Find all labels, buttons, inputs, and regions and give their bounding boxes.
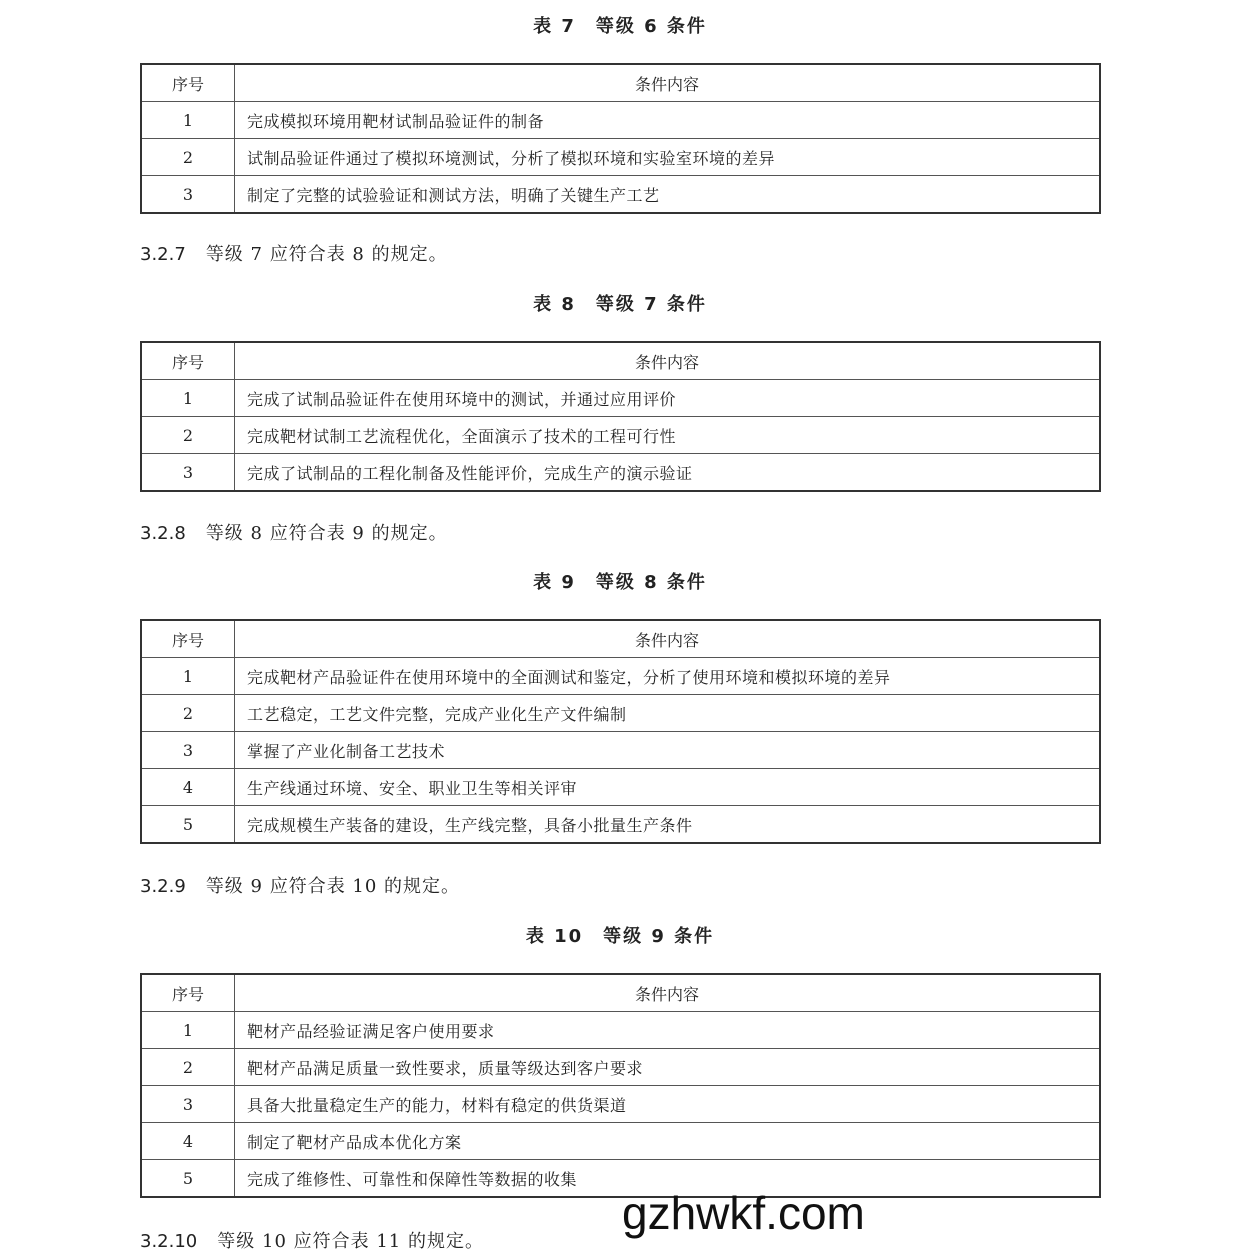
table-header-row [141,974,1100,1012]
row-content: 靶材产品满足质量一致性要求，质量等级达到客户要求 [235,1049,1101,1086]
clause-number: 3.2.8 [140,523,186,544]
header-seq: 序号 [141,64,235,102]
table-row [141,380,1100,417]
row-index: 5 [141,806,235,844]
row-index: 2 [141,139,235,176]
table-row [141,139,1100,176]
table-header-row [141,64,1100,102]
row-index: 1 [141,380,235,417]
clause-number: 3.2.7 [140,244,186,265]
table-row [141,176,1100,214]
clause-paragraph [140,240,448,266]
row-index: 5 [141,1160,235,1198]
row-index: 1 [141,658,235,695]
clause-paragraph [140,519,448,545]
clause-paragraph [140,872,460,898]
row-content: 完成靶材产品验证件在使用环境中的全面测试和鉴定，分析了使用环境和模拟环境的差异 [235,658,1101,695]
clause-number: 3.2.9 [140,876,186,897]
header-content: 条件内容 [235,64,1101,102]
row-content: 完成了试制品的工程化制备及性能评价，完成生产的演示验证 [235,454,1101,492]
clause-text: 等级 9 应符合表 10 的规定。 [205,876,461,897]
row-index: 3 [141,732,235,769]
row-index: 1 [141,1012,235,1049]
row-index: 2 [141,1049,235,1086]
conditions-table [140,619,1101,844]
row-index: 3 [141,176,235,214]
table-header-row [141,342,1100,380]
row-content: 完成规模生产装备的建设，生产线完整，具备小批量生产条件 [235,806,1101,844]
row-content: 完成模拟环境用靶材试制品验证件的制备 [235,102,1101,139]
conditions-table [140,341,1101,492]
row-index: 2 [141,695,235,732]
header-content: 条件内容 [235,974,1101,1012]
header-content: 条件内容 [235,620,1101,658]
row-content: 试制品验证件通过了模拟环境测试，分析了模拟环境和实验室环境的差异 [235,139,1101,176]
row-content: 生产线通过环境、安全、职业卫生等相关评审 [235,769,1101,806]
table-caption: 表 9 等级 8 条件 [533,572,707,593]
table-row [141,658,1100,695]
table-row [141,102,1100,139]
watermark: gzhwkf.com [622,1187,865,1239]
row-index: 3 [141,454,235,492]
clause-text: 等级 7 应符合表 8 的规定。 [205,244,448,265]
clause-text: 等级 8 应符合表 9 的规定。 [205,523,448,544]
table-caption: 表 8 等级 7 条件 [533,294,707,315]
row-content: 工艺稳定，工艺文件完整，完成产业化生产文件编制 [235,695,1101,732]
header-content: 条件内容 [235,342,1101,380]
conditions-table [140,63,1101,214]
row-content: 完成了试制品验证件在使用环境中的测试，并通过应用评价 [235,380,1101,417]
table-row [141,1160,1100,1198]
row-index: 1 [141,102,235,139]
table-row [141,1086,1100,1123]
row-index: 3 [141,1086,235,1123]
row-content: 靶材产品经验证满足客户使用要求 [235,1012,1101,1049]
row-content: 完成了维修性、可靠性和保障性等数据的收集 [235,1160,1101,1198]
header-seq: 序号 [141,974,235,1012]
table-row [141,417,1100,454]
row-content: 具备大批量稳定生产的能力，材料有稳定的供货渠道 [235,1086,1101,1123]
table-header-row [141,620,1100,658]
table-row [141,1012,1100,1049]
clause-paragraph [140,1227,484,1253]
clause-text: 等级 10 应符合表 11 的规定。 [217,1231,484,1252]
table-row [141,1049,1100,1086]
table-row [141,695,1100,732]
clause-number: 3.2.10 [140,1231,198,1252]
row-content: 掌握了产业化制备工艺技术 [235,732,1101,769]
row-index: 4 [141,769,235,806]
table-row [141,454,1100,492]
table-caption: 表 10 等级 9 条件 [525,926,715,947]
row-content: 制定了靶材产品成本优化方案 [235,1123,1101,1160]
header-seq: 序号 [141,620,235,658]
table-caption: 表 7 等级 6 条件 [533,16,707,37]
table-row [141,1123,1100,1160]
header-seq: 序号 [141,342,235,380]
row-index: 4 [141,1123,235,1160]
conditions-table [140,973,1101,1198]
row-content: 制定了完整的试验验证和测试方法，明确了关键生产工艺 [235,176,1101,214]
table-row [141,732,1100,769]
row-content: 完成靶材试制工艺流程优化，全面演示了技术的工程可行性 [235,417,1101,454]
table-row [141,769,1100,806]
row-index: 2 [141,417,235,454]
table-row [141,806,1100,844]
